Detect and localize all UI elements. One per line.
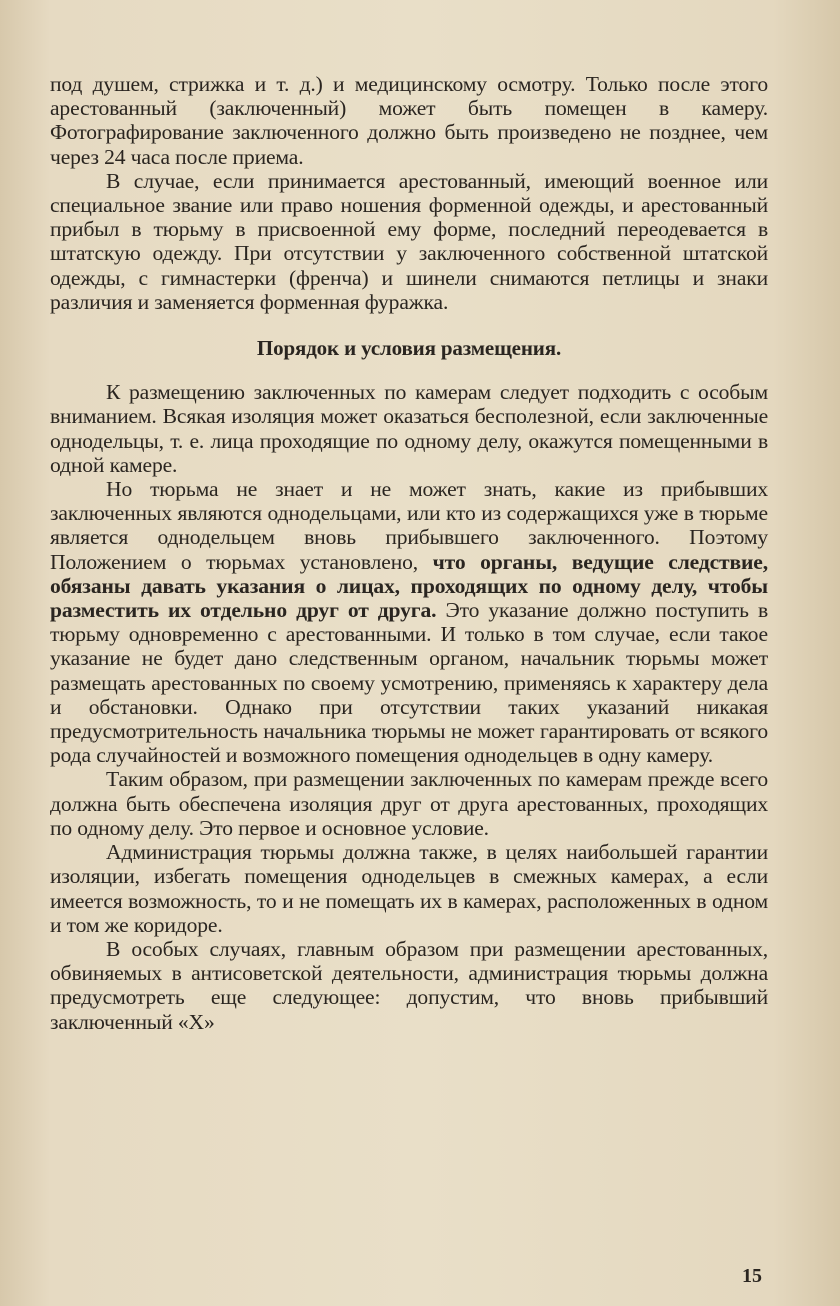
paragraph-text: Это указание должно поступить в тюрьму одновременно с арестованными. И только в том случае, если такое указание не будет дано следственным органом, начальник тюрьмы может размещать арестованных по своему усмотрению, применяясь к характеру дела и обстановки. Однако при отсутствии таких указаний никакая предусмотрительность начальника тюрьмы не может гарантировать от всякого рода случайностей и возможного помещения однодельцев в одну камеру.	[50, 598, 768, 768]
paragraph-special-cases: В особых случаях, главным образом при размещении арестованных, обвиняемых в антисоветской деятельности, администрация тюрьмы должна предусмотреть еще следующее: допустим, что вновь прибывший заключенный «Х»	[50, 936, 768, 1034]
paragraph-placement: К размещению заключенных по камерам следует подходить с особым вниманием. Всякая изоляция может оказаться бесполезной, если заключенные однодельцы, т. е. лица проходящие по одному делу, окажутся помещенными в одной камере.	[50, 380, 768, 477]
page-number: 15	[742, 1265, 762, 1287]
paragraph-adjacent-cells: Администрация тюрьмы должна также, в целях наибольшей гарантии изоляции, избегать помещения однодельцев в смежных камерах, а если имеется возможность, то и не помещать их в камерах, расположенных в одном и том же коридоре.	[50, 840, 768, 937]
bold-emphasis: что органы, ведущие следствие, обязаны давать указания о лицах, проходящих по одному делу, чтобы разместить их отдельно друг от друга.	[50, 549, 768, 623]
paragraph-codefendants	[50, 477, 768, 767]
paragraph-uniform: В случае, если принимается арестованный, имеющий военное или специальное звание или право ношения форменной одежды, и арестованный прибыл в тюрьму в присвоенной ему форме, последний переодевается в штатскую одежду. При отсутствии у заключенного собственной штатской одежды, с гимнастерки (френча) и шинели снимаются петлицы и знаки различия и заменяется форменная фуражка.	[50, 168, 768, 314]
page-text	[50, 72, 768, 1034]
paragraph-continuation: под душем, стрижка и т. д.) и медицинскому осмотру. Только после этого арестованный (заключенный) может быть помещен в камеру. Фотографирование заключенного должно быть произведено не позднее, чем через 24 часа после приема.	[50, 72, 768, 169]
section-heading: Порядок и условия размещения.	[256, 336, 562, 361]
paragraph-text: Но тюрьма не знает и не может знать, какие из прибывших заключенных являются однодельцами, или кто из содержащихся уже в тюрьме является однодельцем вновь прибывшего заключенного. Поэтому Положением о тюрьмах установлено,	[50, 477, 768, 574]
paragraph-isolation: Таким образом, при размещении заключенных по камерам прежде всего должна быть обеспечена изоляция друг от друга арестованных, проходящих по одному делу. Это первое и основное условие.	[50, 767, 768, 840]
